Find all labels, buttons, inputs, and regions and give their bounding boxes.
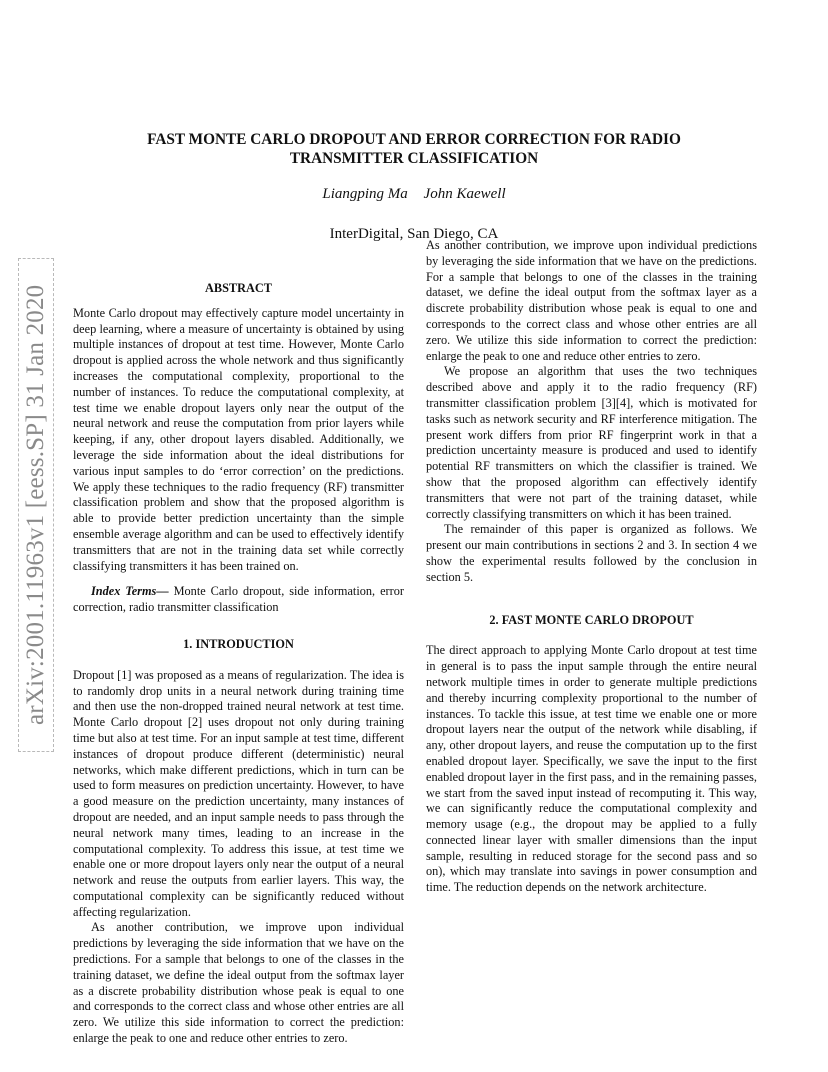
section2-paragraph-1: The direct approach to applying Monte Carlo dropout at test time in general is to pass the input sample through the entire neural network multiple times in order to generate multiple predictions and thereby incurring complexity proportional to the number of instances. To tackle this issue, at test time we enable one or more dropout layers near the output of the network while disabling, if any, other dropout layers, and reuse the computation up to the first enabled dropout layer. Specifically, we save the input to the first enabled dropout layer in the first pass, and in the remaining passes, we start from the saved input instead of recomputing it. This way, we can significantly reduce the computational complexity and memory usage (e.g., the dropout may be applied to a fully connected linear layer with smaller dimensions than the input sample, resulting in reduced storage for the second pass and so on), which may translate into savings in power consumption and time. The reduction depends on the network architecture. [426,643,757,895]
section-heading-fast-monte-carlo: 2. FAST MONTE CARLO DROPOUT [489,612,694,627]
index-terms-label: Index Terms— [91,584,169,599]
intro-paragraph-3: We propose an algorithm that uses the two techniques described above and apply it to the radio frequency (RF) transmitter classification problem [3][4], which is motivated for tasks such as network security and RF interference mitigation. The present work differs from prior RF fingerprint work in that a prediction uncertainty measure is produced and used to identify potential RF transmitters on which the classifier is trained. We show that the proposed algorithm can effectively identify transmitters that were not part of the training dataset, while correctly classifying transmitters on which it has been trained. [426,364,757,521]
authors [110,186,718,203]
intro-paragraph-2-continued [426,238,757,364]
right-column [426,238,757,896]
intro-paragraph-4: The remainder of this paper is organized as follows. We present our main contributions in sections 2 and 3. In section 4 we show the experimental results followed by the conclusion in section 5. [426,522,757,584]
arxiv-identifier: arXiv:2001.11963v1 [eess.SP] 31 Jan 2020 [18,258,54,752]
intro-paragraph-2-text: As another contribution, we improve upon individual predictions by leveraging the side information that we have on the predictions. For a sample that belongs to one of the classes in the training dataset, we define the ideal output from the softmax layer as a discrete probability distribution whose peak is equal to one and corresponds to the correct class and whose other entries are all zero. We utilize this side information to correct the prediction: enlarge the peak to one and reduce other entries to zero. [426,238,757,363]
abstract-heading: ABSTRACT [205,281,272,295]
author-name: Liangping Ma [322,186,408,202]
intro-paragraph-1: Dropout [1] was proposed as a means of regularization. The idea is to randomly drop units in a neural network during training time and then use the non-dropped trained neural network at test time. Monte Carlo dropout [2] uses dropout not only during training time but also at test time. For an input sample at test time, different instances of dropout produce different (deterministic) neural networks, which make different predictions, which in turn can be used to form measures on prediction uncertainty. However, to have a good measure on the prediction uncertainty, many instances of dropout are needed, and an input sample needs to pass through the neural network many times, leading to an increase in the computational complexity. To address this issue, at test time we enable one or more dropout layers only near the output of a neural network and reuse the outputs from earlier layers. This way, the computational complexity can be significantly reduced without affecting regularization. [73,667,404,919]
abstract-text: Monte Carlo dropout may effectively capture model uncertainty in deep learning, where a measure of uncertainty is obtained by using multiple instances of dropout at test time. However, Monte Carlo dropout is applied across the whole network and thus significantly increases the computational complexity, proportional to the number of instances. To reduce the computational complexity, at test time we enable dropout layers only near the output of the neural network and reuse the computation from prior layers while keeping, if any, other dropout layers disabled. Additionally, we leverage the side information about the ideal distributions for various input samples to do ‘error correction’ on the predictions. We apply these techniques to the radio frequency (RF) transmitter classification problem and show that the proposed algorithm is able to provide better prediction uncertainty than the simple ensemble average algorithm and can be used to effectively identify transmitters that are not in the training data set while correctly classifying transmitters it has been trained on. [73,305,404,573]
author-name: John Kaewell [423,186,506,202]
affiliation: InterDigital, San Diego, CA [329,226,499,242]
index-terms-text: Monte Carlo dropout, side information, error correction, radio transmitter classification [73,584,404,615]
intro-paragraph-2: As another contribution, we improve upon individual predictions by leveraging the side information that we have on the predictions. For a sample that belongs to one of the classes in the training dataset, we define the ideal output from the softmax layer as a discrete probability distribution whose peak is equal to one and corresponds to the correct class and whose other entries are all zero. We utilize this side information to correct the prediction: enlarge the peak to one and reduce other entries to zero. [73,920,404,1046]
index-terms [73,584,404,616]
paper-title: FAST MONTE CARLO DROPOUT AND ERROR CORRECTION FOR RADIO TRANSMITTER CLASSIFICATION [147,131,681,167]
left-column [73,281,404,1046]
section-heading-introduction: 1. INTRODUCTION [183,636,294,651]
